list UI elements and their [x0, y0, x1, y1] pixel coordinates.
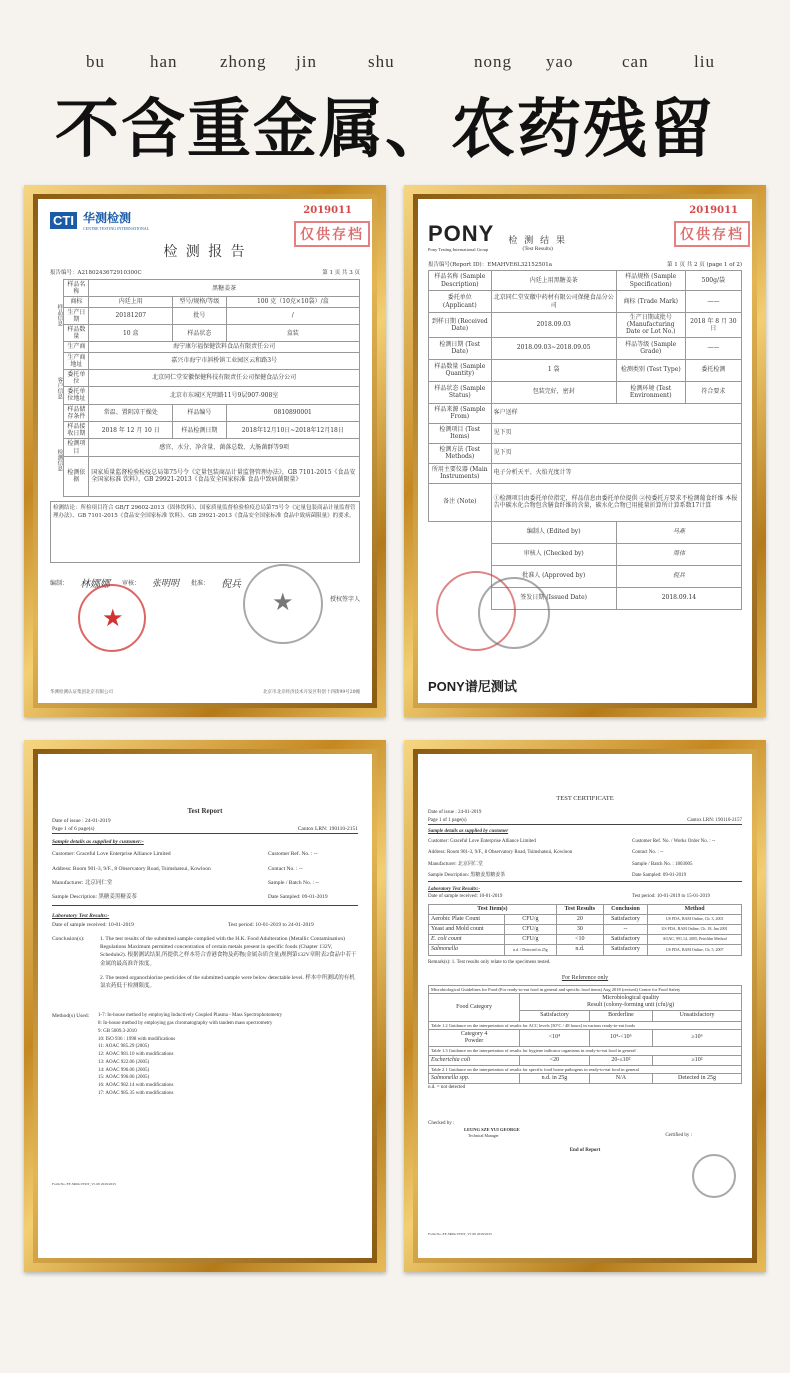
cti-report-meta	[50, 268, 360, 276]
table-cell: Table 2.1 Guidance on the interpretation of results for specific food borne pathogens in ready-to-eat food in general	[429, 1065, 742, 1073]
table-cell: 型号/规格/等级	[173, 297, 226, 307]
table-cell: 2018.09.14	[616, 587, 741, 609]
cert-period: Test period: 10-01-2019 to 15-01-2019	[632, 894, 710, 900]
cert-address: Address: Room 901-3, 9/F., 8 Observatory Road, Tsimshatsui, Kowloon	[428, 850, 573, 856]
table-cell: 样品等级 (Sample Grade)	[616, 337, 685, 359]
table-row	[64, 439, 360, 456]
table-row	[429, 381, 742, 403]
cert-checked-label: Checked by :	[428, 1120, 455, 1126]
cti-report-no: 报告编号：A2180243672910300C	[50, 270, 142, 276]
test-report-frame	[24, 740, 386, 1272]
pony-info-table	[428, 270, 742, 610]
page-header	[0, 0, 790, 165]
table-cell: 盒装	[226, 324, 359, 341]
table-cell: 样品储存条件	[64, 404, 89, 421]
report-methods-list	[98, 1012, 358, 1097]
table-cell: 2018 年 8 月 30 日	[685, 313, 741, 338]
table-cell: 生产商地址	[64, 352, 89, 369]
cti-editor-signature: 林娜娜	[80, 578, 111, 590]
table-cell: Salmonella	[429, 945, 505, 955]
table-cell: 检测依据	[64, 456, 89, 496]
table-cell: 样品来源 (Sample From)	[429, 403, 492, 423]
cti-conclusion: 检测结论：所检项目符合 GB/T 29602-2013《固体饮料》、国家质量监督检验检疫总局第75号令《定量包装商品计量监督管理办法》、GB 7101-2015《食品安全国家标准 饮料》、GB 29921-2013《食品安全国家标准 食品中致病菌限量》的要求。	[50, 501, 360, 563]
table-cell: Microbiological Guidelines for Food (For ready-to-eat food in general and specific food items) Aug 2018 (revised) Centre for Food Safety	[429, 985, 742, 993]
list-item: 15: AOAC 996.06 (2005)	[98, 1075, 150, 1081]
table-cell: 到样日期 (Received Date)	[429, 313, 492, 338]
table-cell: 生产日期	[64, 307, 89, 324]
table-cell: Borderline	[589, 1011, 652, 1021]
table-row	[64, 369, 360, 386]
table-cell: 黑糖姜茶	[89, 280, 360, 297]
cert-page: Page 1 of 1 page(s)	[428, 817, 467, 823]
table-cell: 嘉兴市海宁市斜桥镇工业园区云和路3号	[89, 352, 360, 369]
list-item: 14: AOAC 996.06 (2005)	[98, 1067, 150, 1073]
report-methods-label: Method(s) Used:	[52, 1013, 90, 1020]
table-cell: 样品检测日期	[173, 422, 226, 439]
table-cell: 30	[556, 925, 603, 935]
cti-footer	[50, 689, 360, 695]
table-row	[429, 1021, 742, 1029]
table-cell: ①检测项目由委托单位指定，样品信息由委托单位提供 ②按委托方要求不检测葡食纤维 本报告中碳水化合物包含膳食纤维的含量，碳水化合物已用能量折算所计算系数17计算	[491, 483, 741, 521]
table-cell: 内廷上用黑糖姜茶	[491, 271, 616, 291]
table-cell: Satisfactory	[603, 935, 647, 945]
table-cell: 委托单位地址	[64, 387, 89, 404]
table-cell: n.d. / Detected in 25g	[504, 945, 556, 955]
table-cell: AOAC, 991.14, 2005, Petrifilm Method	[648, 935, 742, 945]
table-row	[64, 324, 360, 341]
cert-remark: Remark(s): 1. Test results only relate to the specimens tested.	[428, 959, 551, 965]
table-cell: 海宁康尔福保健饮料食品有限责任公司	[89, 342, 360, 352]
table-row	[64, 387, 360, 404]
table-row	[429, 985, 742, 993]
table-cell: 生产日期或批号 (Manufacturing Date or Lot No.)	[616, 313, 685, 338]
report-form-no: Form No. EF-SR04-VISIT_V1.00 2019/2015	[52, 1182, 116, 1186]
table-cell: US FDA, BAM Online, Ch. 5, 2007	[648, 945, 742, 955]
table-cell: 感官、水分、净含量、菌落总数、大肠菌群等9项	[89, 439, 360, 456]
table-cell: Unsatisfactory	[653, 1011, 742, 1021]
table-cell: 样品数量	[64, 324, 89, 341]
table-row	[429, 993, 742, 1010]
cert-ref-heading: For Reference only	[561, 974, 609, 981]
cert-form-no: Form No. EF-SR04-VISIT_V1.00 2019/2015	[428, 1232, 492, 1236]
cert-supplied-heading: Sample details as supplied by customer	[428, 828, 509, 834]
table-cell: 客户送样	[491, 403, 741, 423]
cert-not-detected: n.d. = not detected	[428, 1085, 466, 1091]
table-cell: 内廷上用	[89, 297, 173, 307]
table-row	[429, 291, 742, 313]
cert-ref-unit: Result (colony-forming unit (cfu)/g)	[587, 1002, 675, 1009]
table-cell: 样品接收日期	[64, 422, 89, 439]
table-cell: 2018 年 12 月 10 日	[89, 422, 173, 439]
cti-archive-stamp: 仅供存档	[294, 221, 370, 247]
table-cell: Table 1.2 Guidance on the interpretation of results for ACC levels [30°C / 48 hours] in various ready-to-eat foods	[429, 1021, 742, 1029]
table-cell: E. coli count	[429, 935, 505, 945]
cert-seal	[692, 1154, 736, 1198]
pinyin-nong: nong	[474, 52, 512, 71]
table-cell: 符合要求	[685, 381, 741, 403]
pony-archive-stamp: 仅供存档	[674, 221, 750, 247]
cti-certificate-frame	[24, 185, 386, 717]
cti-approve-label: 批准：	[191, 579, 210, 587]
table-cell: Satisfactory	[520, 1011, 590, 1021]
cert-results-table	[428, 904, 742, 956]
pinyin-shu: shu	[368, 52, 395, 71]
report-conclusions-label: Conclusion(s):	[52, 935, 85, 942]
cert-lrn: Cantox LRN: 190110-2157	[687, 817, 742, 823]
table-cell: /	[226, 307, 359, 324]
table-cell: Aerobic Plate Count	[429, 914, 505, 924]
table-row	[429, 1029, 742, 1046]
cert-checker-title: Technical Manager	[468, 1133, 499, 1139]
table-cell: 商标 (Trade Mark)	[616, 291, 685, 313]
table-cell: Detected in 25g	[653, 1074, 742, 1084]
pony-footer-logo: PONY谱尼测试	[428, 679, 517, 694]
table-row	[429, 1065, 742, 1073]
table-cell: 20181207	[89, 307, 173, 324]
table-cell: 批号	[173, 307, 226, 324]
table-cell: 北京同仁堂安徽保健科技有限责任公司保健食品分公司	[89, 369, 360, 386]
table-cell: 北京市东城区光明路11号9层907-908室	[89, 387, 360, 404]
cti-report-title: 检 测 报 告	[163, 244, 247, 260]
list-item: 10: ISO 936 : 1998 with modifications	[98, 1036, 176, 1042]
cert-description: Sample Description: 黑糖姜黑糖姜茶	[428, 872, 506, 878]
table-cell: 批准人 (Approved by)	[491, 565, 616, 587]
table-cell: 检测类别 (Test Type)	[616, 359, 685, 381]
cert-end: End of Report	[569, 1148, 601, 1154]
table-cell: Escherichia coli	[429, 1055, 520, 1065]
table-cell: 样品规格 (Sample Specification)	[616, 271, 685, 291]
cti-stamp-date: 2019011	[303, 205, 352, 216]
cti-side-test: 检测信息	[56, 449, 63, 472]
cti-gray-seal: ★	[243, 564, 323, 644]
table-cell: 500g/袋	[685, 271, 741, 291]
table-row	[429, 483, 742, 521]
report-customer-ref: Customer Ref. No. : --	[268, 851, 318, 858]
cti-approver-signature: 倪兵	[221, 578, 242, 590]
table-row	[64, 352, 360, 369]
table-cell: ——	[685, 291, 741, 313]
table-cell: Conclusion	[603, 904, 647, 914]
pinyin-bu: bu	[86, 52, 105, 71]
cti-red-seal: ★	[78, 584, 146, 652]
pony-logo-sub: Pony Testing International Group	[428, 247, 489, 252]
cert-received: Date of sample received: 10-01-2019	[428, 894, 503, 900]
cti-side-client: 客户信息	[56, 376, 63, 399]
table-cell: Food Category	[429, 993, 520, 1021]
table-cell: 2018.09.03~2018.09.05	[491, 337, 616, 359]
table-cell: Satisfactory	[603, 914, 647, 924]
table-row	[429, 935, 742, 945]
report-title: Test Report	[187, 807, 223, 815]
table-cell: 100 克（10克×10袋）/盒	[226, 297, 359, 307]
table-row	[429, 337, 742, 359]
pony-certificate-frame	[404, 185, 766, 717]
table-cell: 委托检测	[685, 359, 741, 381]
table-cell: 2018年12月10日~2018年12月18日	[226, 422, 359, 439]
table-cell: 备注 (Note)	[429, 483, 492, 521]
table-cell: 包装完好，密封	[491, 381, 616, 403]
table-cell	[520, 993, 742, 1010]
table-cell: 样品名称 (Sample Description)	[429, 271, 492, 291]
pony-title-en: (Test Results)	[522, 246, 553, 252]
table-row	[64, 342, 360, 352]
table-row	[429, 463, 742, 483]
table-cell: 20	[556, 914, 603, 924]
table-row	[429, 423, 742, 443]
cert-date-issue: Date of issue : 24-01-2019	[428, 810, 482, 816]
cert-powder: Powder	[464, 1038, 484, 1045]
table-row	[429, 271, 742, 291]
table-cell: 检测项目	[64, 439, 89, 456]
table-cell: CFU/g	[504, 914, 556, 924]
report-manufacturer: Manufacturer: 北京同仁堂	[52, 879, 113, 886]
pinyin-zhong: zhong	[220, 52, 267, 71]
pinyin-liu: liu	[694, 52, 715, 71]
cti-review-label: 审核：	[122, 579, 141, 587]
table-cell: ≥10⁶	[653, 1029, 742, 1046]
table-cell: 10 盒	[89, 324, 173, 341]
report-batch: Sample / Batch No. : --	[268, 879, 320, 886]
report-customer: Customer: Graceful Love Enterprise Alliance Limited	[52, 851, 171, 858]
table-cell: 2018.09.03	[491, 313, 616, 338]
table-cell: 北京同仁堂安徽中药材有限公司保健食品分公司	[491, 291, 616, 313]
report-conclusion-2: 2. The tested organochlorine pesticides of the submitted sample were below detectable level. 样本中所测试的有机氯农药低于检测限度。	[100, 974, 355, 989]
table-row	[64, 404, 360, 421]
cert-checker: LEUNG SZE YUI GEORGE	[464, 1126, 520, 1132]
table-cell: 检测项目 (Test Items)	[429, 423, 492, 443]
report-sampled: Date Sampled: 09-01-2019	[268, 894, 328, 900]
pinyin-han: han	[150, 52, 178, 71]
table-row	[429, 904, 742, 914]
table-cell: <20	[520, 1055, 590, 1065]
cert-batch: Sample / Batch No. : 1803005	[632, 861, 693, 867]
cert-customer-ref: Customer Ref. No. / Works Order No. : --	[632, 839, 716, 845]
report-description: Sample Description: 黑糖姜黑糖姜茶	[52, 894, 137, 900]
table-cell: <10	[556, 935, 603, 945]
table-cell: 见下页	[491, 423, 741, 443]
report-conclusion-1: 1. The test results of the submitted sample complied with the H.K. Food Adulteration (Metallic Contamination) Regulations Maximum permitted concentration of certain metals present in specific foods (Chapter 132V, Schedule2). 根据测试结果,所提供之样本符合香港食物及药物(金属杂质含量)规例第132V章附表2食品中若干金属的最高准许浓度。	[100, 935, 357, 967]
pinyin-jin: jin	[296, 52, 317, 71]
report-lrn: Cantox LRN: 190110-2151	[297, 825, 358, 832]
table-row	[64, 307, 360, 324]
table-cell: 委托单位 (Applicant)	[429, 291, 492, 313]
test-certificate-frame	[404, 740, 766, 1272]
table-row	[429, 403, 742, 423]
list-item: 11: AOAC 985.29 (2005)	[98, 1044, 149, 1050]
table-cell: 所用主要仪器 (Main Instruments)	[429, 463, 492, 483]
report-page: Page 1 of 6 page(s)	[52, 825, 95, 832]
table-cell: 1 袋	[491, 359, 616, 381]
list-item: 1-7: In-house method by employing Inductively Coupled Plasma - Mass Spectrophotometry	[98, 1013, 283, 1019]
cti-footer-left: 华测检测认证集团北京有限公司	[50, 690, 113, 695]
table-cell: Yeast and Mold count	[429, 925, 505, 935]
pony-report	[418, 199, 752, 703]
table-row	[64, 280, 360, 297]
pony-report-id: 报告编号(Report ID)：EMAHVE6L32152501a	[428, 262, 553, 268]
cti-logo-mark: CTI	[50, 212, 77, 229]
table-cell: --	[603, 925, 647, 935]
test-certificate	[418, 754, 752, 1258]
cert-lab-heading: Laboratory Test Results:-	[428, 887, 481, 893]
cti-page: 第 1 页 共 3 页	[322, 270, 360, 276]
report-lab-heading: Laboratory Test Results:-	[52, 913, 110, 920]
table-row	[429, 1055, 742, 1065]
table-cell: 检测日期 (Test Date)	[429, 337, 492, 359]
pony-logo-text: PONY	[428, 221, 495, 246]
list-item: 12: AOAC 981.10 with modifications	[98, 1052, 174, 1057]
table-cell: 编制人 (Edited by)	[491, 521, 616, 543]
table-row	[429, 1047, 742, 1055]
pony-report-meta	[428, 260, 742, 268]
pony-page: 第 1 页 共 2 页 (page 1 of 2)	[667, 262, 742, 268]
table-cell: ——	[685, 337, 741, 359]
table-row	[429, 914, 742, 924]
report-supplied-heading: Sample details as supplied by customer:-	[52, 839, 144, 845]
table-row	[429, 543, 742, 565]
table-cell: 样品数量 (Sample Quantity)	[429, 359, 492, 381]
table-cell: 0810890001	[226, 404, 359, 421]
table-cell: 商标	[64, 297, 89, 307]
table-cell: Test Item(s)	[429, 904, 557, 914]
cti-side-sample: 样品信息	[56, 304, 63, 327]
table-cell	[429, 521, 492, 543]
table-cell: US FDA, BAM Online, Ch. 18, Jan 2001	[648, 925, 742, 935]
pony-title-cn: 检 测 结 果	[508, 236, 567, 246]
pony-stamp-date: 2019011	[689, 205, 738, 216]
cert-sampled: Date Sampled: 09-01-2019	[632, 872, 687, 878]
pinyin-yao: yao	[546, 52, 574, 71]
table-cell: CFU/g	[504, 935, 556, 945]
table-cell: 周伟	[616, 543, 741, 565]
table-row	[429, 925, 742, 935]
report-address: Address: Room 901-3, 9/F., 8 Observatory Road, Tsimshatsui, Kowloon	[52, 865, 211, 872]
table-cell: 见下页	[491, 443, 741, 463]
table-cell: US FDA, BAM Online, Ch. 3, 2001	[648, 914, 742, 924]
table-row	[429, 1074, 742, 1084]
table-cell: 生产商	[64, 342, 89, 352]
table-cell: 样品名称	[64, 280, 89, 297]
report-date-issue: Date of issue : 24-01-2019	[52, 817, 111, 824]
table-cell: N/A	[589, 1074, 652, 1084]
table-cell: 检测方法 (Test Methods)	[429, 443, 492, 463]
table-cell	[429, 543, 492, 565]
pony-gray-seal	[478, 577, 550, 649]
cert-manufacturer: Manufacturer: 北京同仁堂	[428, 861, 483, 867]
table-cell	[429, 1029, 520, 1046]
table-row	[429, 521, 742, 543]
table-cell: 样品状态	[173, 324, 226, 341]
table-cell: n.d.	[556, 945, 603, 955]
list-item: 8: In-house method by employing gas chromatography with tandem mass spectrometry	[98, 1021, 273, 1026]
table-row	[429, 443, 742, 463]
list-item: 17: AOAC 985.35 with modifications	[98, 1090, 174, 1096]
table-cell: 委托单位	[64, 369, 89, 386]
table-cell: CFU/g	[504, 925, 556, 935]
list-item: 16: AOAC 982.14 with modifications	[98, 1083, 174, 1088]
table-row	[429, 313, 742, 338]
cert-title: TEST CERTIFICATE	[556, 795, 614, 802]
table-cell: ≥10²	[653, 1055, 742, 1065]
cti-footer-right: 北京市北京经济技术开发区科创十四街99号20幢	[263, 690, 360, 695]
table-row	[429, 359, 742, 381]
cert-ref-quality: Microbiological quality	[602, 994, 660, 1001]
cert-contact: Contact No. : --	[632, 850, 664, 856]
table-cell: 签发日期 (Issued Date)	[491, 587, 616, 609]
page-title: 不含重金属、农药残留	[55, 92, 715, 167]
table-row	[64, 456, 360, 496]
table-cell: Salmonella spp.	[429, 1074, 520, 1084]
cert-reference-table	[428, 985, 742, 1085]
report-period: Test period: 10-01-2019 to 24-01-2019	[228, 921, 314, 928]
table-cell: 样品编号	[173, 404, 226, 421]
cti-reviewer-signature: 张明明	[152, 578, 180, 589]
table-row	[429, 945, 742, 955]
table-cell: 倪兵	[616, 565, 741, 587]
table-cell: 20-≤10²	[589, 1055, 652, 1065]
table-row	[64, 422, 360, 439]
table-cell: Test Results	[556, 904, 603, 914]
table-row	[64, 297, 360, 307]
cti-edit-label: 编制：	[50, 579, 69, 587]
report-received: Date of sample received: 10-01-2019	[52, 921, 134, 928]
pony-logo	[428, 221, 494, 252]
table-cell: Table 1.3 Guidance on the interpretation of results for hygiene indicator organisms in ready-to-eat food in general	[429, 1047, 742, 1055]
report-contact: Contact No. : --	[268, 865, 303, 872]
cti-signatory-label: 授权签字人	[329, 595, 360, 603]
pinyin-can: can	[622, 52, 649, 71]
cti-logo-en: CENTRE TESTING INTERNATIONAL	[82, 226, 150, 231]
table-cell: Method	[648, 904, 742, 914]
table-cell: n.d. in 25g	[520, 1074, 590, 1084]
cert-cat4: Category 4	[460, 1030, 488, 1037]
cert-certified-label: Certified by :	[665, 1132, 692, 1138]
table-cell: 审核人 (Checked by)	[491, 543, 616, 565]
list-item: 9: GB 5009.3-2010	[98, 1028, 137, 1034]
cti-report	[38, 199, 372, 703]
table-cell: 电子分析天平、火焰光度计等	[491, 463, 741, 483]
test-report	[38, 754, 372, 1258]
cti-logo-cn: 华测检测	[82, 211, 131, 225]
table-cell: 常温、置阴凉干燥处	[89, 404, 173, 421]
table-cell: 国家质量监督检验检疫总局第75号令《定量包装商品计量监督管理办法》，GB 7101-2015《食品安全国家标准 饮料》，GB 29921-2013《食品安全国家标准 食品中致病菌限量》	[89, 456, 360, 496]
table-cell: 样品状态 (Sample Status)	[429, 381, 492, 403]
table-cell: 检测环境 (Test Environment)	[616, 381, 685, 403]
cti-info-table	[63, 279, 360, 497]
table-cell: <10⁴	[520, 1029, 590, 1046]
cert-customer: Customer: Graceful Love Enterprise Alliance Limited	[428, 839, 536, 845]
table-cell: 10⁴-<10⁶	[589, 1029, 652, 1046]
list-item: 13: AOAC 922.06 (2005)	[98, 1059, 150, 1065]
table-cell: Satisfactory	[603, 945, 647, 955]
table-cell: 马燕	[616, 521, 741, 543]
